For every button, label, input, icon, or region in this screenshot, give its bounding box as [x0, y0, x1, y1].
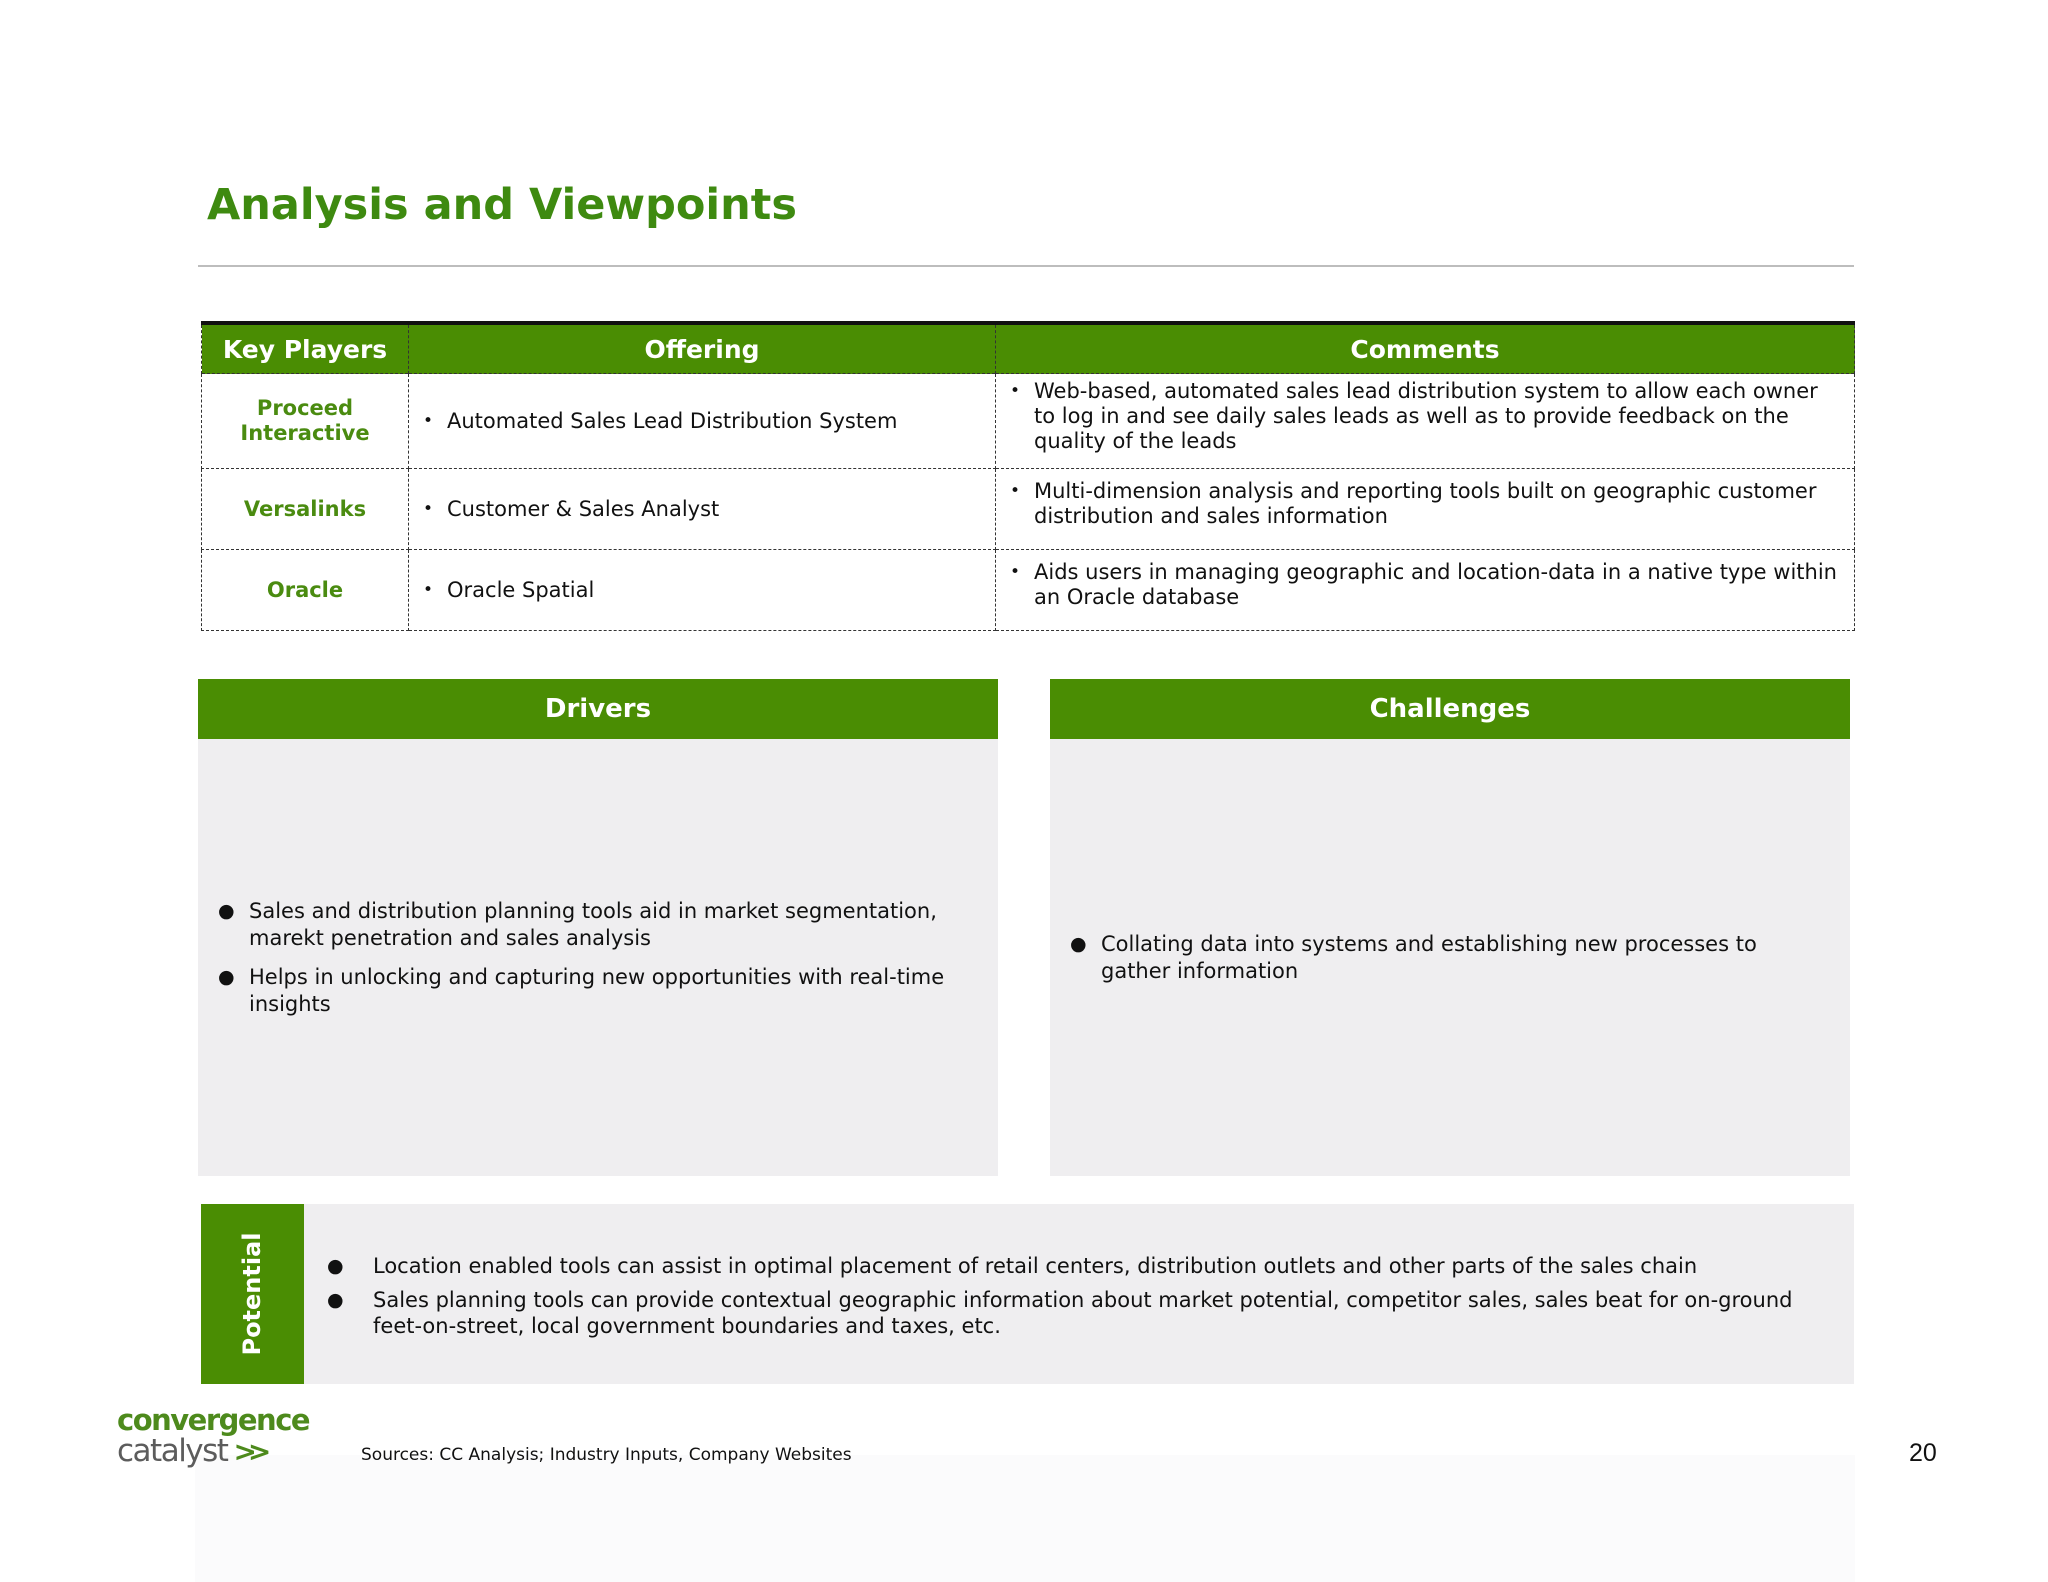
table-row — [202, 374, 1855, 469]
bullet-icon: • — [1010, 562, 1021, 582]
list-item: ● Sales and distribution planning tools aid in market segmentation, marekt penetration and sales analysis — [218, 898, 937, 950]
page-title: Analysis and Viewpoints — [207, 180, 797, 230]
table-header-row — [202, 323, 1855, 374]
footer-background — [195, 1455, 1855, 1582]
offering-text: Oracle Spatial — [447, 577, 595, 602]
comment-text: Multi-dimension analysis and reporting tools built on geographic customer distribution and sales information — [1034, 479, 1817, 528]
comment-cell — [996, 374, 1855, 469]
title-divider — [198, 265, 1854, 267]
bullet-icon: • — [423, 579, 434, 600]
table-row — [202, 550, 1855, 631]
comment-text: Aids users in managing geographic and location-data in a native type within an Oracle database — [1034, 560, 1837, 609]
logo-wordmark-top: convergence — [117, 1403, 310, 1437]
potential-label-box — [201, 1204, 304, 1384]
bullet-icon: ● — [327, 1289, 344, 1311]
list-item: ● Location enabled tools can assist in optimal placement of retail centers, distribution outlets and other parts of the sales chain — [327, 1254, 1698, 1278]
list-item: ● Collating data into systems and establishing new processes to gather information — [1070, 931, 1757, 983]
header-offering: Offering — [409, 323, 996, 374]
offering-cell — [409, 550, 996, 631]
challenges-body — [1050, 739, 1850, 1176]
offering-cell — [409, 469, 996, 550]
bullet-icon: • — [423, 498, 434, 519]
potential-section — [201, 1204, 1854, 1384]
header-comments: Comments — [996, 323, 1855, 374]
challenges-header: Challenges — [1050, 679, 1850, 739]
list-item: ● Helps in unlocking and capturing new opportunities with real-time insights — [218, 964, 945, 1016]
company-logo — [117, 1405, 309, 1467]
potential-body — [327, 1253, 1827, 1347]
player-name: Proceed Interactive — [202, 374, 409, 469]
offering-text: Automated Sales Lead Distribution System — [447, 408, 898, 433]
drivers-header: Drivers — [198, 679, 998, 739]
comment-cell — [996, 550, 1855, 631]
drivers-body — [198, 739, 998, 1176]
page-number: 20 — [1909, 1439, 1937, 1467]
offering-cell — [409, 374, 996, 469]
bullet-icon: ● — [327, 1255, 344, 1277]
logo-wordmark-bottom: catalyst >> — [117, 1433, 263, 1469]
header-key-players: Key Players — [202, 323, 409, 374]
double-chevron-icon: >> — [233, 1435, 263, 1468]
comment-text: Web-based, automated sales lead distribution system to allow each owner to log in and see daily sales leads as well as to provide feedback on the quality of the leads — [1034, 378, 1818, 453]
challenges-panel — [1050, 679, 1850, 1176]
sources-note: Sources: CC Analysis; Industry Inputs, Company Websites — [361, 1445, 852, 1465]
potential-label: Potential — [238, 1232, 266, 1356]
bullet-icon: ● — [218, 899, 235, 922]
player-name: Oracle — [202, 550, 409, 631]
bullet-icon: ● — [1070, 932, 1087, 955]
key-players-table — [201, 321, 1855, 631]
comment-cell — [996, 469, 1855, 550]
drivers-panel — [198, 679, 998, 1176]
bullet-icon: • — [1010, 481, 1021, 501]
bullet-icon: • — [423, 410, 434, 431]
bullet-icon: • — [1010, 380, 1021, 401]
table-row — [202, 469, 1855, 550]
bullet-icon: ● — [218, 965, 235, 988]
offering-text: Customer & Sales Analyst — [447, 496, 720, 521]
list-item: ● Sales planning tools can provide contextual geographic information about market potential, competitor sales, sales beat for on-ground feet-on-street, local government boundaries and taxes, etc. — [327, 1288, 1793, 1338]
player-name: Versalinks — [202, 469, 409, 550]
